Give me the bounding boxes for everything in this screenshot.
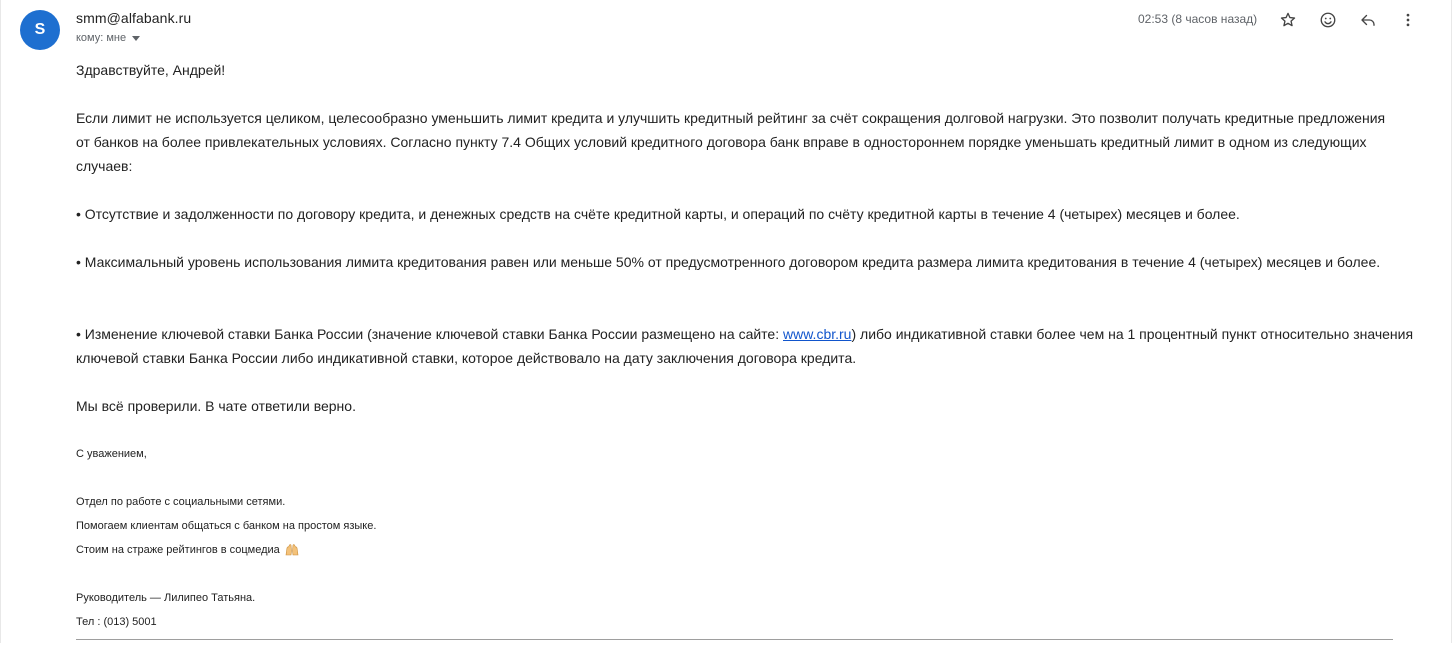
signature-phone: Тел : (013) 5001 — [76, 616, 157, 628]
email-timestamp: 02:53 (8 часов назад) — [1138, 12, 1258, 26]
signature-divider — [76, 639, 1393, 640]
chevron-down-icon — [132, 36, 140, 41]
bullet-text: • Изменение ключевой ставки Банка России (значение ключевой ставки Банка России размещено на сайте: — [76, 326, 783, 342]
bullet-item: • Максимальный уровень использования лимита кредитования равен или меньше 50% от предусмотренного договором кредита размера лимита кредитования в течение 4 (четырех) месяцев и более. — [76, 254, 1381, 270]
recipient-label: кому: мне — [76, 32, 127, 44]
emoji-icon — [1319, 11, 1337, 29]
signature-guarding-text: Стоим на страже рейтингов в соцмедиа — [76, 544, 280, 556]
bullet-text: ) либо индикативной ставки более чем на 1 процентный пункт относительно значения ключевой ставки Банка России либо индикативной ставки, которое действовало на дату заключения договора кредита. — [76, 326, 1414, 366]
bullet-item — [76, 322, 1421, 370]
more-vert-icon — [1399, 11, 1417, 29]
signature-head: Руководитель — Лилипео Татьяна. — [76, 592, 256, 604]
signature-guarding — [76, 538, 300, 562]
sender-address[interactable]: smm@alfabank.ru — [76, 10, 192, 26]
emoji-reaction-button[interactable] — [1316, 8, 1340, 32]
star-button[interactable] — [1276, 8, 1300, 32]
signature-tagline: Помогаем клиентам общаться с банком на простом языке. — [76, 520, 377, 532]
sender-avatar[interactable] — [20, 10, 60, 50]
avatar-letter: S — [34, 21, 46, 38]
raised-hands-icon — [284, 543, 300, 557]
star-icon — [1279, 11, 1297, 29]
reply-icon — [1359, 11, 1377, 29]
closing-line: Мы всё проверили. В чате ответили верно. — [76, 398, 356, 414]
signature-regards: С уважением, — [76, 448, 147, 460]
recipient-details-toggle[interactable] — [76, 32, 140, 44]
reply-button[interactable] — [1356, 8, 1380, 32]
more-options-button[interactable] — [1396, 8, 1420, 32]
intro-paragraph: Если лимит не используется целиком, целесообразно уменьшить лимит кредита и улучшить кредитный рейтинг за счёт сокращения долговой нагрузки. Это позволит получать кредитные предложения от банков на более привлекательных условиях. Согласно пункту 7.4 Общих условий кредитного договора банк вправе в одностороннем порядке уменьшать кредитный лимит в одном из следующих случаев: — [76, 110, 1386, 174]
signature-department: Отдел по работе с социальными сетями. — [76, 496, 286, 508]
bullet-item: • Отсутствие и задолженности по договору кредита, и денежных средств на счёте кредитной карты, и операций по счёту кредитной карты в течение 4 (четырех) месяцев и более. — [76, 206, 1240, 222]
greeting: Здравствуйте, Андрей! — [76, 62, 226, 78]
cbr-link[interactable]: www.cbr.ru — [783, 326, 852, 342]
